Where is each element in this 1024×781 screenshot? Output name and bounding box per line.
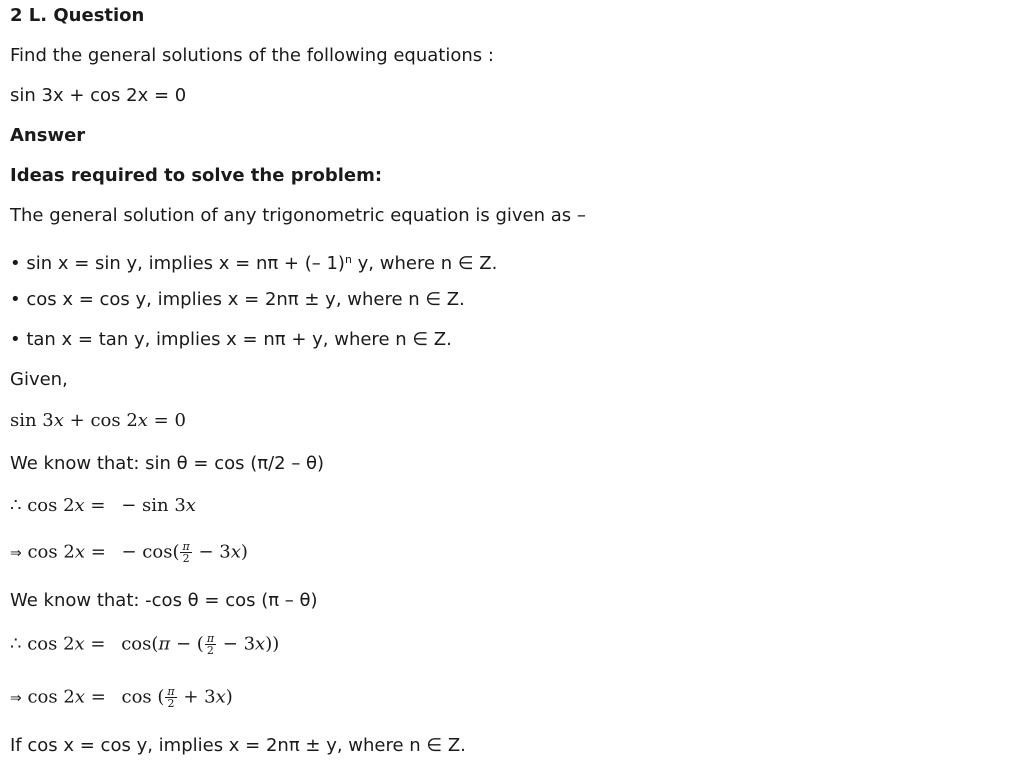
step-4-fraction xyxy=(165,686,176,709)
step-3 xyxy=(10,633,279,656)
answer-heading: Answer xyxy=(10,125,86,146)
implies-symbol: ⇒ xyxy=(10,545,22,562)
step-3-rhs-d: )) xyxy=(265,633,280,655)
step-4-rhs-a: cos ( xyxy=(121,686,165,708)
step-4-rhs-c: ) xyxy=(225,686,233,708)
given-var-x1: x xyxy=(53,410,64,431)
given-var-x2: x xyxy=(137,410,148,431)
step-1-rhs: − sin 3 xyxy=(121,495,186,516)
step-2-fraction xyxy=(180,541,191,564)
bullet-sin-sup: n xyxy=(344,253,352,266)
step-3-frac-den: 2 xyxy=(206,644,214,657)
step-3-frac-num: π xyxy=(206,632,215,645)
step-3-rhs-b: − ( xyxy=(170,633,204,655)
step-1 xyxy=(10,495,196,517)
step-2-frac-num: π xyxy=(182,540,190,553)
bullet-tan: • tan x = tan y, implies x = nπ + y, where n ∈ Z. xyxy=(10,329,452,350)
bullet-cos: • cos x = cos y, implies x = 2nπ ± y, where n ∈ Z. xyxy=(10,289,465,310)
step-3-var2: x xyxy=(255,633,266,655)
step-3-rhs-a: cos( xyxy=(121,633,159,655)
step-3-var: x xyxy=(74,633,85,655)
step-3-lhs: cos 2 xyxy=(27,633,75,655)
step-3-pi: π xyxy=(158,633,171,655)
identity-sin-cos: We know that: sin θ = cos (π/2 – θ) xyxy=(10,453,325,474)
step-3-rhs-c: − 3 xyxy=(217,633,256,655)
step-4 xyxy=(10,686,233,710)
step-2 xyxy=(10,541,248,565)
step-1-eq: = xyxy=(84,495,112,516)
given-part-b: + cos 2 xyxy=(63,410,138,431)
bullet-sin-post: y, where n ∈ Z. xyxy=(351,253,498,274)
step-3-eq: = xyxy=(84,633,112,655)
given-part-c: = 0 xyxy=(147,410,186,431)
step-4-lhs: cos 2 xyxy=(27,686,75,708)
step-2-lhs: cos 2 xyxy=(27,541,75,563)
step-4-eq: = xyxy=(84,686,112,708)
question-title: 2 L. Question xyxy=(10,5,145,26)
identity-neg-cos: We know that: -cos θ = cos (π – θ) xyxy=(10,590,318,611)
step-2-eq: = xyxy=(84,541,112,563)
question-prompt: Find the general solutions of the following equations : xyxy=(10,45,494,66)
given-part-a: sin 3 xyxy=(10,410,54,431)
step-2-rhs-a: − cos( xyxy=(121,541,180,563)
step-4-var: x xyxy=(74,686,85,708)
step-1-var: x xyxy=(74,495,85,516)
step-3-fraction xyxy=(205,633,216,656)
step-2-frac-den: 2 xyxy=(182,552,190,565)
therefore-symbol: ∴ xyxy=(10,633,22,655)
final-rule: If cos x = cos y, implies x = 2nπ ± y, where n ∈ Z. xyxy=(10,735,466,756)
bullet-sin xyxy=(10,249,497,275)
step-4-frac-num: π xyxy=(167,685,175,698)
question-equation: sin 3x + cos 2x = 0 xyxy=(10,85,187,106)
step-2-rhs-c: ) xyxy=(240,541,248,563)
step-1-var2: x xyxy=(185,495,196,516)
ideas-heading: Ideas required to solve the problem: xyxy=(10,165,383,186)
step-4-rhs-b: + 3 xyxy=(177,686,216,708)
step-2-var2: x xyxy=(230,541,241,563)
therefore-symbol: ∴ xyxy=(10,495,22,516)
step-2-rhs-b: − 3 xyxy=(192,541,231,563)
implies-symbol: ⇒ xyxy=(10,690,22,707)
given-label: Given, xyxy=(10,369,68,390)
step-1-lhs: cos 2 xyxy=(27,495,75,516)
given-equation xyxy=(10,410,186,432)
general-solution-intro: The general solution of any trigonometric equation is given as – xyxy=(10,205,586,226)
step-4-frac-den: 2 xyxy=(167,697,175,710)
step-2-var: x xyxy=(74,541,85,563)
step-4-var2: x xyxy=(215,686,226,708)
bullet-sin-text: • sin x = sin y, implies x = nπ + (– 1) xyxy=(10,253,345,274)
